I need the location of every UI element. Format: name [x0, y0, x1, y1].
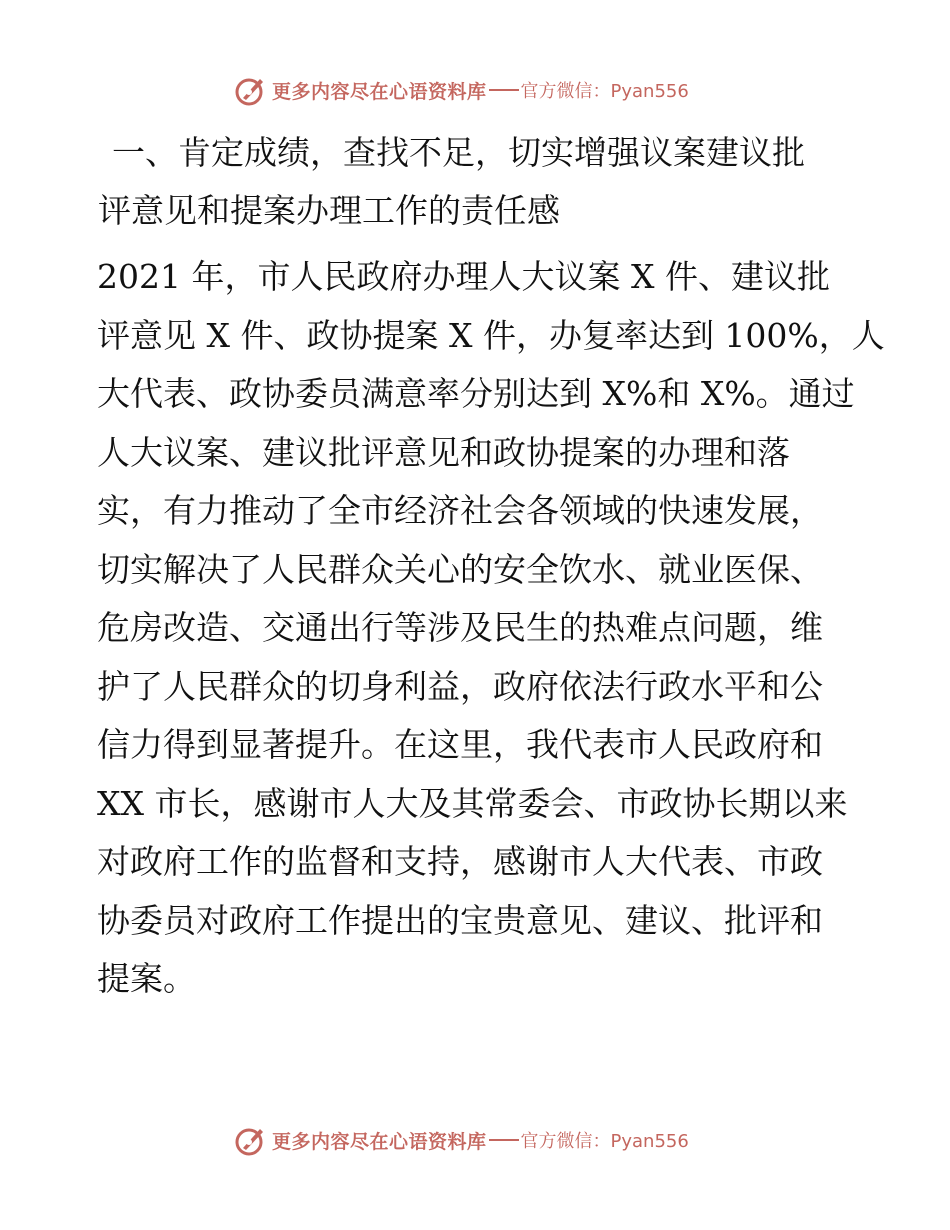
- banner-dash: [489, 89, 519, 91]
- paragraph-line: XX 市长，感谢市人大及其常委会、市政协长期以来: [97, 783, 848, 823]
- paragraph-line: 切实解决了人民群众关心的安全饮水、就业医保、: [97, 549, 823, 589]
- paragraph-line: 实，有力推动了全市经济社会各领域的快速发展，: [97, 491, 823, 530]
- body-paragraph: [97, 248, 885, 1009]
- quill-logo-icon: [234, 73, 268, 107]
- heading-line: 评意见和提案办理工作的责任感: [98, 191, 560, 230]
- paragraph-line: 协委员对政府工作提出的宝贵意见、建议、批评和: [97, 900, 823, 940]
- paragraph-line: 提案。: [97, 959, 196, 998]
- paragraph-line: 人大议案、建议批评意见和政协提案的办理和落: [97, 432, 790, 472]
- header-banner: [234, 72, 689, 108]
- heading-line: 一、肯定成绩，查找不足，切实增强议案建议批: [112, 133, 805, 172]
- quill-logo-icon: [234, 1123, 268, 1157]
- banner-dash: [489, 1139, 519, 1141]
- footer-banner: [234, 1122, 689, 1158]
- paragraph-line: 评意见 X 件、政协提案 X 件，办复率达到 100%，人: [97, 315, 885, 355]
- banner-main-text: 更多内容尽在心语资料库: [272, 80, 487, 103]
- banner-main-text: 更多内容尽在心语资料库: [272, 1130, 487, 1153]
- section-heading: [98, 124, 852, 240]
- paragraph-line: 危房改造、交通出行等涉及民生的热难点问题，维: [97, 608, 823, 647]
- paragraph-line: 信力得到显著提升。在这里，我代表市人民政府和: [97, 725, 823, 764]
- banner-wechat-text: 官方微信：Pyan556: [520, 1131, 689, 1152]
- paragraph-line: 大代表、政协委员满意率分别达到 X%和 X%。通过: [97, 374, 855, 413]
- banner-wechat-text: 官方微信：Pyan556: [520, 81, 689, 102]
- paragraph-line: 2021 年，市人民政府办理人大议案 X 件、建议批: [97, 257, 830, 296]
- paragraph-line: 护了人民群众的切身利益，政府依法行政水平和公: [97, 666, 823, 706]
- paragraph-line: 对政府工作的监督和支持，感谢市人大代表、市政: [97, 842, 823, 881]
